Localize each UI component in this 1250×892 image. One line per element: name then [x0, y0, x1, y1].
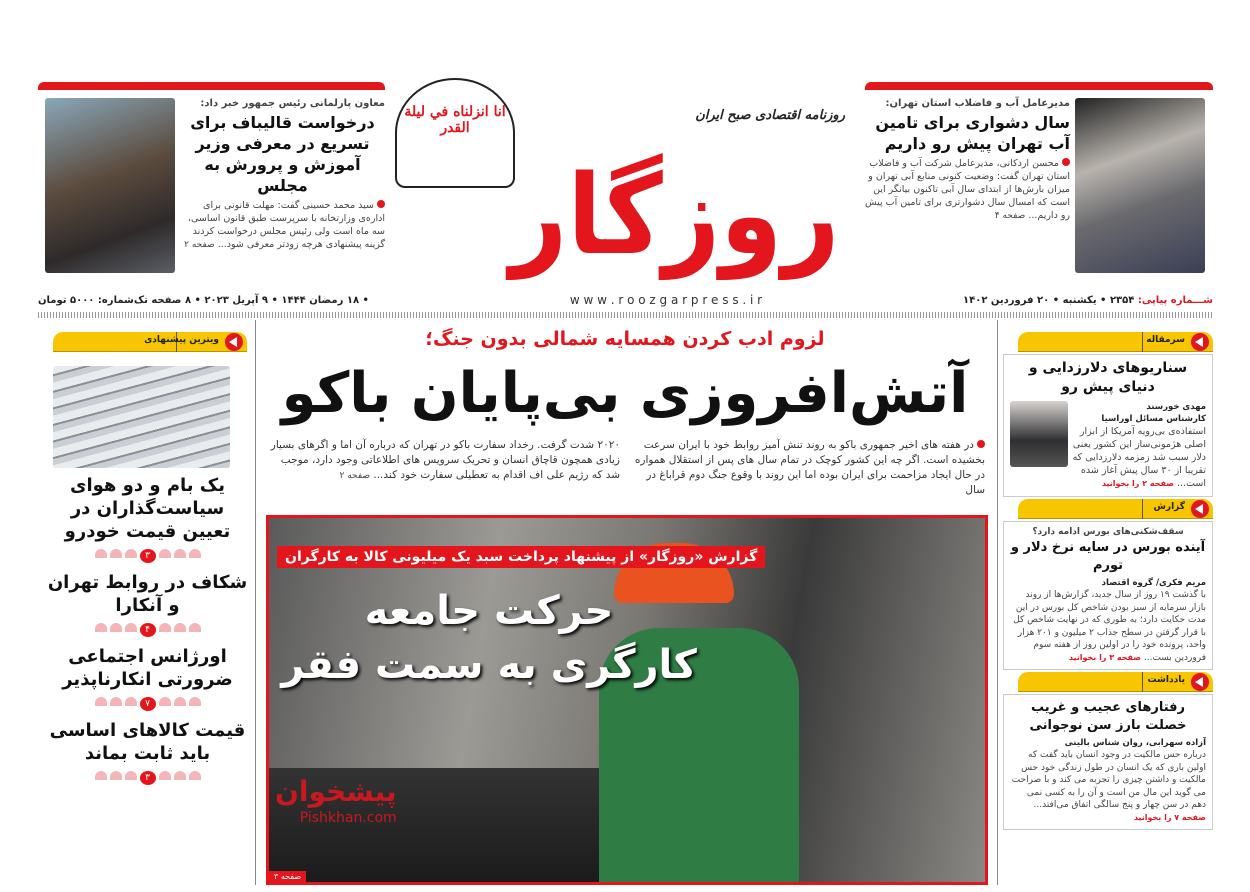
top-left-story[interactable] — [180, 98, 385, 252]
author-role: کارشناس مسائل اوراسیا — [1101, 414, 1206, 424]
section-header-note — [1018, 672, 1213, 692]
note-box[interactable] — [1003, 694, 1213, 830]
author-photo — [1010, 401, 1068, 467]
page-badge: ۴ — [140, 623, 156, 637]
section-header-report — [1018, 499, 1213, 519]
calligraphy-logo: انا انزلناه في ليلة القدر — [395, 78, 515, 188]
story-title: آینده بورس در سایه نرخ دلار و تورم — [1010, 540, 1206, 573]
story-body: محسن اردکانی، مدیرعامل شرکت آب و فاضلاب استان تهران گفت: وضعیت کنونی منابع آبی تهران و میزان بارش‌ها از ابتدای سال آبی تاکنون بیانگر این است که امسال سال دشوارتری برای تامین آب پیش رو داریم... — [865, 158, 1070, 221]
section-label: گزارش — [1153, 502, 1185, 512]
play-icon — [1191, 673, 1209, 691]
dateline — [38, 291, 1213, 309]
photo-story[interactable] — [266, 515, 988, 885]
hatched-divider — [38, 312, 1213, 318]
left-story[interactable] — [45, 645, 250, 711]
bullet-icon — [977, 440, 985, 448]
left-story[interactable] — [45, 719, 250, 785]
page-badge: ۳ — [140, 771, 156, 785]
read-more-link[interactable]: صفحه ۳ را بخوانید — [1068, 652, 1141, 662]
lead-text: ۲۰۲۰ شدت گرفت. رخداد سفارت باکو در تهران که درباره آن اما و اگرهای بسیار زیادی همچون قاچاق انسان و تحریک سرویس های اطلاعاتی وجود دارد، موجب شد که رژیم علی اف اقدام به تعطیلی سفارت خود کند... — [270, 439, 620, 481]
top-left-bar — [38, 82, 385, 90]
read-more-link[interactable]: صفحه ۷ را بخوانید — [1133, 812, 1206, 822]
section-header-editorial — [1018, 332, 1213, 352]
photo-banner: گزارش «روزگار» از پیشنهاد پرداخت سبد یک میلیونی کالا به کارگران — [277, 546, 765, 568]
section-header-vitrine — [53, 332, 247, 352]
lead-text: در هفته های اخیر جمهوری باکو به روند تنش آمیز روابط خود با ایران سرعت بخشیده است. اگر چه این کشور کوچک در تمام سال های پس از استقلال همواره در حال ایجاد مزاحمت برای ایران بوده اما این روند با وقوع جنگ دوم قراباغ در سال — [634, 439, 985, 496]
headline-line: کارگری به سمت فقر — [281, 642, 697, 688]
right-column — [1003, 332, 1213, 830]
newspaper-logo: روزگار — [509, 151, 840, 279]
page-badge: ۳ — [140, 549, 156, 563]
body-text: درباره حس مالکیت در وجود انسان باید گفت که اولین باری که یک انسان در طول زندگی خود حس مالکیت و داشتن چیزی را تجربه می کند و با صراحت می گوید این مال من است و آن را به کسی نمی دهم در سن چهار و پنج سالگی اتفاق می‌افتد... — [1011, 750, 1206, 810]
car-lot-photo — [53, 366, 230, 468]
page-ref: صفحه ۳ — [269, 871, 306, 882]
left-story-list — [45, 474, 250, 791]
page-ref: صفحه ۲ — [184, 240, 215, 250]
author-name: آزاده سهرابی، روان شناس بالینی — [1064, 738, 1206, 748]
watermark-fa: پیشخوان — [275, 775, 397, 808]
story-title: رفتارهای عجیب و غریب خصلت بارز سن نوجوانی — [1029, 700, 1187, 733]
watermark — [275, 775, 397, 827]
top-right-story[interactable] — [865, 98, 1070, 223]
hijri-gregorian-date: • ۱۸ رمضان ۱۴۴۴ • ۹ آپریل ۲۰۲۳ • ۸ صفحه تک‌شماره: ۵۰۰۰ تومان — [38, 294, 369, 306]
kicker: مدیرعامل آب و فاضلاب استان تهران: — [885, 98, 1070, 109]
read-more-link[interactable]: صفحه ۲ را بخوانید — [1101, 479, 1174, 488]
portrait-photo-right — [1075, 98, 1205, 273]
story-title: سناریوهای دلارزدایی و دنیای پیش رو — [1028, 360, 1188, 395]
story-title: سال دشواری برای تامین آب تهران پیش رو داریم — [875, 113, 1070, 153]
column-rule — [997, 320, 998, 885]
page-badge: ۷ — [140, 697, 156, 711]
body-text: استفاده‌ی بی‌رویه آمریکا از ابزار اصلی هژمونی‌ساز این کشور یعنی دلار سبب شد زمزمه دلارزدایی که تقریبا از ۳۰ سال پیش آغاز شده است... — [1072, 426, 1206, 489]
photo-headline — [279, 584, 699, 692]
body-text: با گذشت ۱۹ روز از سال جدید، گزارش‌ها از روند بازار سرمایه از سبز بودن شاخص کل بورس در این مدت حکایت دارد؛ به طوری که در نهایت شاخص کل با قرار گرفتن در سطح جذاب ۲ میلیون و ۲۰۱ هزار واحد، پرونده خود را در اولین روز از هفته سوم فروردین بست... — [1013, 590, 1206, 663]
author-name: مهدی خورسند — [1146, 402, 1206, 412]
headline-line: حرکت جامعه — [364, 588, 614, 634]
story-title: یک بام و دو هوای سیاست‌گذاران در تعیین قیمت خودرو — [64, 475, 231, 542]
author-name: مریم فکری/ گروه اقتصاد — [1101, 578, 1206, 588]
section-label: ویترین پیشنهادی — [144, 335, 219, 345]
page-ref: صفحه ۴ — [994, 211, 1026, 221]
column-rule — [255, 320, 256, 885]
story-title: اورژانس اجتماعی ضرورتی انکارناپذیر — [62, 646, 233, 690]
play-icon — [1191, 333, 1209, 351]
page-ref: صفحه ۲ — [339, 471, 371, 481]
play-icon — [225, 333, 243, 351]
left-story[interactable] — [45, 571, 250, 637]
story-title: شکاف در روابط تهران و آنکارا — [47, 572, 248, 616]
lead-headline[interactable]: آتش‌افروزی بی‌پایان باکو — [281, 361, 969, 426]
bullet-icon — [377, 200, 385, 208]
issue-label: شـــماره پیاپی: — [1137, 294, 1213, 306]
editorial-box[interactable] — [1003, 354, 1213, 497]
top-right-bar — [865, 82, 1213, 90]
play-icon — [1191, 500, 1209, 518]
lead-col-2 — [265, 438, 620, 484]
tagline: روزنامه اقتصادی صبح ایران — [695, 108, 845, 123]
kicker: سقف‌شکنی‌های بورس ادامه دارد؟ — [1032, 527, 1184, 537]
story-title: درخواست قالیباف برای تسریع در معرفی وزیر آموزش و پرورش به مجلس — [190, 113, 375, 195]
report-box[interactable] — [1003, 521, 1213, 670]
bullet-icon — [1062, 158, 1070, 166]
website-url[interactable]: w w w . r o o z g a r p r e s s . i r — [569, 293, 763, 307]
lead-col-1 — [630, 438, 985, 498]
story-body: سید محمد حسینی گفت: مهلت قانونی برای اداره‌ی وزارتخانه با سرپرست طبق قانون اساسی، سه ماه است ولی رئیس مجلس درخواست کردند گزینه پیشنهادی هرچه زودتر معرفی شود... — [187, 200, 385, 250]
left-story[interactable] — [45, 474, 250, 563]
section-label: یادداشت — [1147, 675, 1185, 685]
lead-kicker: لزوم ادب کردن همسایه شمالی بدون جنگ؛ — [425, 328, 825, 350]
masthead — [395, 78, 855, 288]
portrait-photo-left — [45, 98, 175, 273]
kicker: معاون پارلمانی رئیس جمهور خبر داد: — [200, 98, 385, 109]
section-label: سرمقاله — [1146, 335, 1185, 345]
story-title: قیمت کالاهای اساسی باید ثابت بماند — [49, 720, 246, 764]
issue-date: ۲۳۵۴ • یکشنبه • ۲۰ فروردین ۱۴۰۲ — [963, 294, 1135, 306]
watermark-en: Pishkhan.com — [299, 810, 397, 826]
